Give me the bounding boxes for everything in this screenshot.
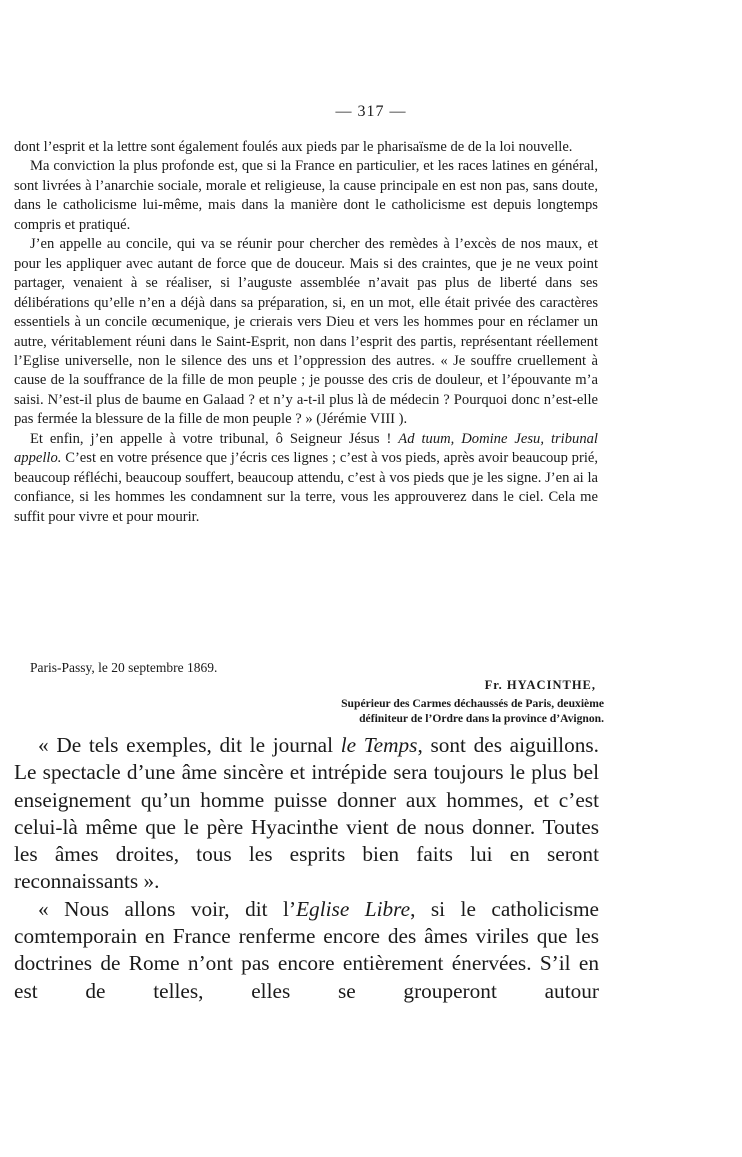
letter-paragraph: dont l’esprit et la lettre sont également foulés aux pieds par le pharisaïsme de de la loi nouvelle. — [14, 139, 573, 155]
page-number: — 317 — — [335, 103, 407, 120]
commentary-text: « Nous allons voir, dit l’ — [38, 896, 297, 921]
commentary-paragraph — [14, 732, 599, 896]
letter-paragraph: J’en appelle au concile, qui va se réunir pour chercher des remèdes à l’excès de nos maux, et pour les appliquer avec autant de force que de douceur. Mais si des craintes, que je ne veux point partager, venaient à se réaliser, si l’auguste assemblée n’avait pas plus de liberté dans ses délibérations qu’elle n’en a déjà dans sa préparation, si, en un mot, elle était privée des caractères essentiels à un concile œcumenique, je crierais vers Dieu et vers les hommes pour en réclamer un autre, véritablement réuni dans le Saint-Esprit, non dans l’esprit des partis, représentant réellement l’Eglise universelle, non le silence des uns et l’oppression des autres. « Je souffre cruellement à cause de la souffrance de la fille de mon peuple ; je pousse des cris de douleur, et l’épouvante m’a saisi. N’est-il plus de baume en Galaad ? et n’y a-t-il plus là de médecin ? Pourquoi donc n’est-elle pas fermée la blessure de la fille de mon peuple ? » (Jérémie VIII ). — [14, 236, 598, 428]
commentary-text: , sont des aiguillons. Le spectacle d’une âme sincère et intrépide sera toujours le plus bel enseignement qu’un homme puisse donner aux hommes, et c’est celui-là même que le père Hyacinthe vient de nous donner. Toutes les âmes droites, tous les esprits bien faits lui en seront reconnaissants ». — [14, 733, 600, 894]
commentary — [14, 732, 599, 1005]
signature-name: Fr. HYACINTHE, — [484, 678, 596, 692]
commentary-paragraph — [14, 896, 599, 1005]
commentary-text: , si le catholicisme comtemporain en France renferme encore des âmes viriles que les doctrines de Rome n’ont pas encore entièrement énervées. S’il en est de telles, elles se grouperont autour — [14, 896, 600, 1003]
signature-title: Supérieur des Carmes déchaussés de Paris, deuxième — [341, 697, 604, 710]
commentary-text: « De tels exemples, dit le journal — [38, 733, 341, 757]
journal-title: Eglise Libre — [296, 896, 411, 921]
letter-paragraph: Ma conviction la plus profonde est, que si la France en particulier, et les races latines en général, sont livrées à l’anarchie sociale, morale et religieuse, la cause principale en est non pas, sans doute, dans le catholicisme lui-même, mais dans la manière dont le catholicisme est depuis longtemps compris et pratiqué. — [14, 158, 598, 233]
journal-title: le Temps — [340, 733, 418, 757]
letter-text: C’est en votre présence que j’écris ces lignes ; c’est à vos pieds, après avoir beaucoup prié, beaucoup réfléchi, beaucoup souffert, beaucoup attendu, c’est à vos pieds que je les signe. J’en ai la confiance, si les hommes les condamnent sur la terre, vous les approuverez dans le ciel. Cela me suffit pour vivre et pour mourir. — [14, 450, 598, 525]
signature-title: définiteur de l’Ordre dans la province d’Avignon. — [359, 712, 604, 725]
dateline: Paris-Passy, le 20 septembre 1869. — [30, 660, 218, 675]
latin-quote: Ad tuum, Domine Jesu, tribunal appello. — [14, 430, 598, 467]
letter-text: Et enfin, j’en appelle à votre tribunal, ô Seigneur Jésus ! — [30, 430, 399, 447]
letter-paragraph — [14, 430, 598, 527]
letter-excerpt — [14, 138, 598, 527]
